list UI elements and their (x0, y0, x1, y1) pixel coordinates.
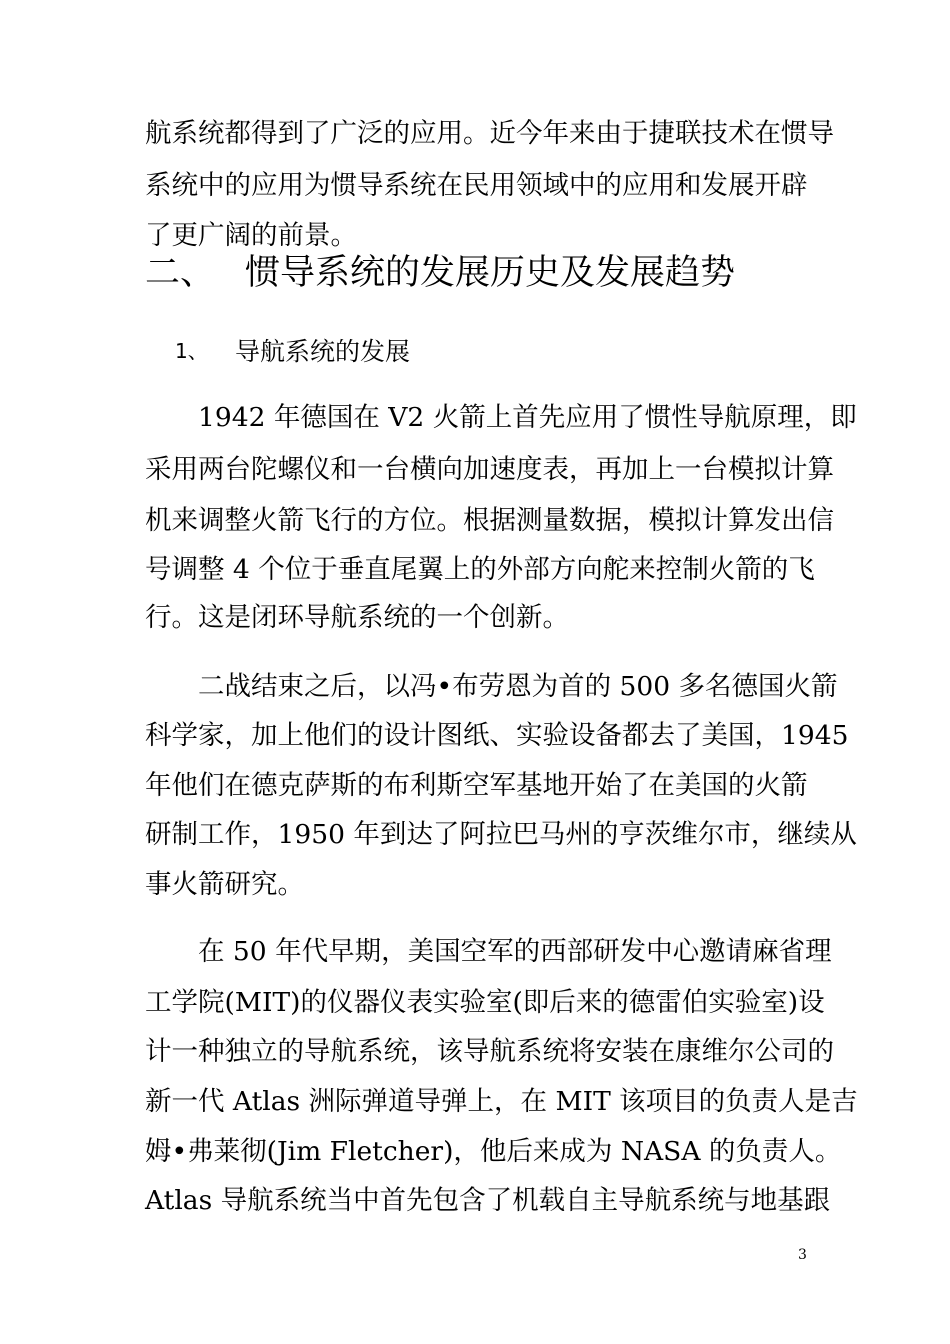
paragraph2-line-4: 研制工作，1950 年到达了阿拉巴马州的亨茨维尔市，继续从 (145, 819, 857, 850)
paragraph2-line-2: 科学家，加上他们的设计图纸、实验设备都去了美国，1945 (145, 720, 849, 751)
intro-line-1: 航系统都得到了广泛的应用。近今年来由于捷联技术在惯导 (145, 118, 834, 149)
paragraph3-line-2: 工学院(MIT)的仪器仪表实验室(即后来的德雷伯实验室)设 (145, 987, 825, 1018)
paragraph3-line-4: 新一代 Atlas 洲际弹道导弹上，在 MIT 该项目的负责人是吉 (145, 1086, 858, 1117)
subsection-number: 1、 (175, 339, 208, 363)
paragraph1-line-3: 机来调整火箭飞行的方位。根据测量数据，模拟计算发出信 (145, 505, 834, 536)
section-title: 惯导系统的发展历史及发展趋势 (245, 253, 736, 293)
paragraph2-line-3: 年他们在德克萨斯的布利斯空军基地开始了在美国的火箭 (145, 770, 808, 801)
paragraph1-line-5: 行。这是闭环导航系统的一个创新。 (145, 602, 569, 633)
paragraph1-line-4: 号调整 4 个位于垂直尾翼上的外部方向舵来控制火箭的飞 (145, 554, 815, 585)
paragraph2-line-5: 事火箭研究。 (145, 869, 304, 900)
intro-line-2: 系统中的应用为惯导系统在民用领域中的应用和发展开辟 (145, 170, 808, 201)
paragraph2-line-1: 二战结束之后，以冯•布劳恩为首的 500 多名德国火箭 (198, 671, 838, 702)
paragraph3-line-5: 姆•弗莱彻(Jim Fletcher)，他后来成为 NASA 的负责人。 (145, 1136, 842, 1167)
page-number: 3 (798, 1247, 807, 1263)
paragraph3-line-3: 计一种独立的导航系统，该导航系统将安装在康维尔公司的 (145, 1036, 834, 1067)
subsection-title: 导航系统的发展 (235, 337, 411, 366)
paragraph1-line-2: 采用两台陀螺仪和一台横向加速度表，再加上一台模拟计算 (145, 454, 834, 485)
paragraph1-line-1: 1942 年德国在 V2 火箭上首先应用了惯性导航原理，即 (198, 402, 857, 433)
paragraph3-line-6: Atlas 导航系统当中首先包含了机载自主导航系统与地基跟 (145, 1185, 831, 1216)
paragraph3-line-1: 在 50 年代早期，美国空军的西部研发中心邀请麻省理 (198, 936, 832, 967)
intro-line-3: 了更广阔的前景。 (145, 220, 357, 251)
section-number: 二、 (145, 253, 216, 293)
